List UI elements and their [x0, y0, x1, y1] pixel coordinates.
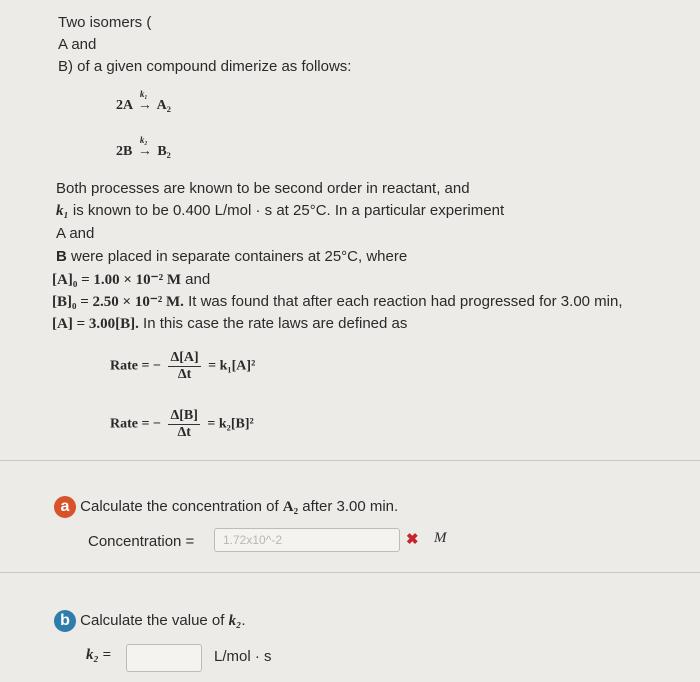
k2-label: k₂ = — [86, 647, 112, 663]
body-line-2-text: is known to be 0.400 L/mol · s at 25°C. In a particular experiment — [68, 202, 505, 219]
reaction-1 — [116, 89, 171, 114]
body-line-6 — [52, 292, 623, 311]
fraction-denominator: Δt — [177, 367, 192, 382]
reaction-arrow: k₂ → — [137, 135, 152, 159]
part-a-question-post: after 3.00 min. — [298, 497, 399, 515]
fraction-denominator: Δt — [177, 425, 191, 440]
rate-fraction — [168, 350, 200, 383]
rate-rhs: = k₂[B]² — [207, 416, 254, 432]
initial-b-concentration: [B]₀ = 2.50 × 10⁻² M. — [52, 294, 184, 310]
part-a-species: A₂ — [282, 498, 299, 515]
intro-line-1: Two isomers ( — [58, 14, 152, 31]
fraction-numerator: Δ[A] — [170, 350, 199, 365]
concentration-label: Concentration = — [88, 533, 195, 550]
body-line-1: Both processes are known to be second order in reactant, and — [56, 180, 470, 197]
rate-fraction — [168, 408, 199, 441]
rate-law-a — [110, 350, 255, 383]
concentration-relation: [A] = 3.00[B]. — [52, 316, 139, 332]
concentration-unit: M — [434, 530, 447, 546]
body-line-5 — [52, 270, 210, 289]
species-b: B — [56, 248, 67, 265]
intro-line-2: A and — [58, 36, 97, 53]
section-divider — [0, 460, 700, 461]
rate-law-b — [110, 408, 254, 441]
section-divider — [0, 572, 700, 573]
reaction-2-product: B₂ — [157, 144, 171, 159]
k1-symbol: k₁ — [56, 203, 69, 219]
part-a-badge: a — [54, 496, 76, 518]
reaction-arrow: k₁ → — [137, 89, 152, 113]
rate-constant-label: k₁ — [139, 89, 148, 99]
fraction-numerator: Δ[B] — [170, 408, 198, 423]
part-b-badge: b — [54, 610, 76, 632]
part-b-question-post: . — [241, 611, 246, 629]
k2-input[interactable] — [126, 644, 202, 672]
body-line-6-text: It was found that after each reaction had progressed for 3.00 min, — [183, 293, 623, 310]
rate-label: Rate = − — [110, 416, 161, 432]
reaction-2-reactant: 2B — [116, 144, 133, 159]
part-b-question — [54, 610, 246, 632]
body-line-7 — [52, 315, 407, 333]
reaction-1-reactant: 2A — [116, 98, 133, 113]
wrong-answer-icon: ✖ — [406, 531, 419, 548]
reaction-1-product: A₂ — [156, 98, 171, 113]
body-line-4-text: were placed in separate containers at 25°C, where — [66, 248, 408, 265]
part-b-question-pre: Calculate the value of — [80, 611, 229, 629]
body-line-7-text: In this case the rate laws are defined as — [138, 315, 408, 332]
body-line-4 — [56, 248, 407, 265]
rate-constant-label: k₂ — [139, 135, 148, 145]
rate-label: Rate = − — [110, 358, 161, 374]
concentration-input[interactable]: 1.72x10^-2 — [214, 528, 400, 552]
k2-unit: L/mol · s — [214, 648, 272, 665]
rate-rhs: = k₁[A]² — [208, 358, 256, 374]
body-line-2 — [56, 202, 504, 220]
part-a-question — [54, 496, 398, 518]
body-line-5-text: and — [181, 271, 211, 288]
initial-a-concentration: [A]₀ = 1.00 × 10⁻² M — [52, 272, 181, 288]
body-line-3: A and — [56, 225, 95, 242]
part-a-question-pre: Calculate the concentration of — [80, 497, 283, 515]
reaction-2 — [116, 135, 171, 160]
intro-line-3: B) of a given compound dimerize as follows: — [58, 58, 352, 75]
part-b-species: k₂ — [228, 612, 242, 629]
